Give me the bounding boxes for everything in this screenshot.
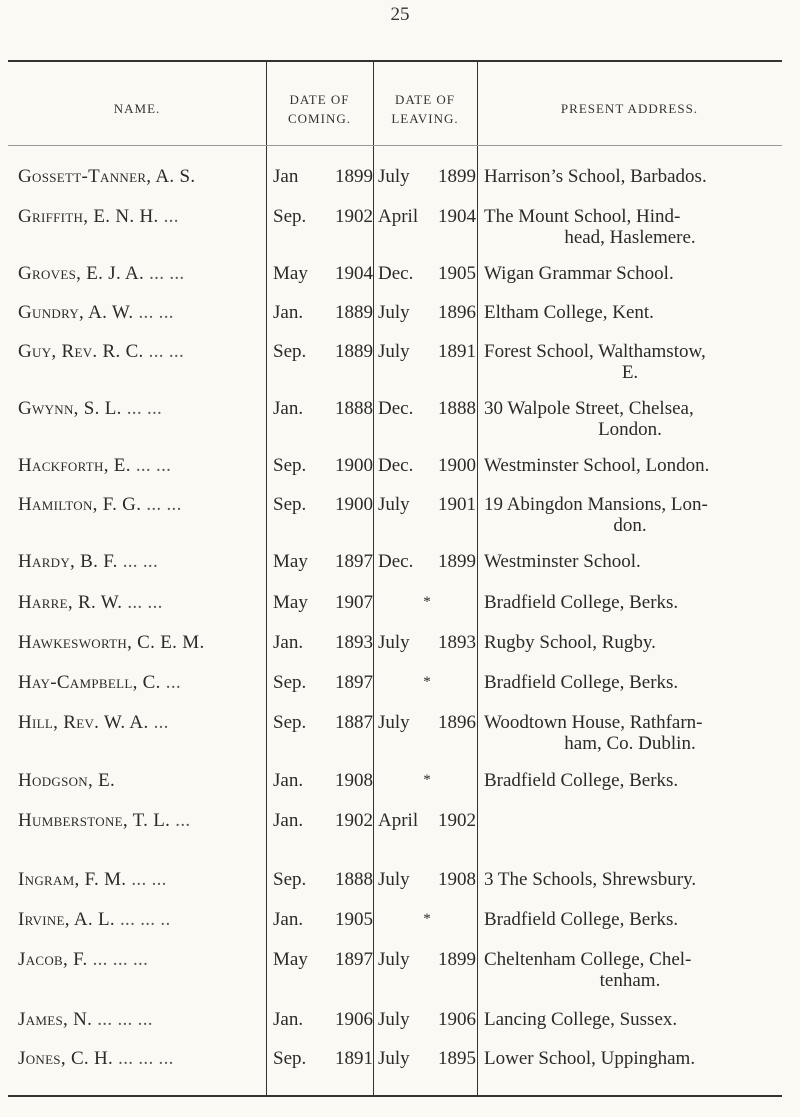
column-divider [373,60,374,1097]
entry-name-cell [18,398,264,419]
header-date-of-leaving [373,90,477,128]
page-number: 25 [390,4,410,25]
leaving-year: 1899 [438,166,476,187]
leader-dots: ... [163,206,179,227]
present-address [484,341,776,383]
entry-name: Hawkesworth, C. E. M. [18,632,205,653]
leaving-year: 1901 [438,494,476,515]
present-address [484,494,776,536]
coming-month: Jan. [273,810,304,831]
entry-name-cell [18,166,264,187]
coming-year: 1897 [335,949,373,970]
coming-month: Sep. [273,712,307,733]
leader-dots: ... ... [122,551,159,572]
address-line-2: London. [598,419,662,440]
present-address [484,770,776,791]
leaving-month: Dec. [378,263,414,284]
leaving-month: July [378,494,410,515]
coming-year: 1902 [335,206,373,227]
entry-name: Hay-Campbell, C. [18,672,161,693]
coming-month: Sep. [273,494,307,515]
leaving-year: 1899 [438,949,476,970]
entry-name-cell [18,909,264,930]
header-coming-line1: DATE OF [289,92,350,107]
entry-name: Harre, R. W. [18,592,123,613]
leaving-year: 1899 [438,551,476,572]
leader-dots: ... ... [138,302,174,323]
coming-year: 1905 [335,909,373,930]
present-address [484,166,776,187]
header-date-of-coming [266,90,373,128]
address-line-2: E. [621,362,639,383]
entry-name: Hill, Rev. W. A. [18,712,149,733]
leaving-month: July [378,632,410,653]
coming-year: 1908 [335,770,373,791]
address-line-1: Harrison’s School, Barbados. [484,166,707,187]
coming-month: May [273,263,308,284]
leaving-year: 1904 [438,206,476,227]
entry-name-cell [18,341,264,362]
header-rule [8,145,782,146]
leader-dots: ... ... [148,341,185,362]
coming-year: 1906 [335,1009,373,1030]
coming-year: 1902 [335,810,373,831]
address-line-1: Woodtown House, Rathfarn- [484,712,703,733]
leaving-month: July [378,166,410,187]
entry-name-cell [18,672,264,693]
coming-year: 1897 [335,551,373,572]
address-line-1: Lancing College, Sussex. [484,1009,678,1030]
leaving-month: April [378,206,419,227]
coming-year: 1889 [335,341,373,362]
entry-name: Groves, E. J. A. [18,263,145,284]
entry-name: Hodgson, E. [18,770,116,791]
coming-month: Jan. [273,909,304,930]
leaving-month: July [378,869,410,890]
leaving-asterisk: * [423,772,431,788]
address-line-1: 3 The Schools, Shrewsbury. [484,869,697,890]
header-coming-line2: COMING. [288,111,351,126]
leaving-asterisk: * [423,911,431,927]
address-line-1: The Mount School, Hind- [484,206,681,227]
address-line-1: 19 Abingdon Mansions, Lon- [484,494,708,515]
coming-month: Sep. [273,672,307,693]
leaving-asterisk: * [423,674,431,690]
leaving-month: July [378,1009,410,1030]
coming-month: May [273,592,308,613]
coming-month: Jan. [273,1009,304,1030]
address-line-1: Lower School, Uppingham. [484,1048,696,1069]
column-divider [477,60,478,1097]
coming-year: 1893 [335,632,373,653]
address-line-2: tenham. [599,970,661,991]
entry-name-cell [18,302,264,323]
leaving-year: 1905 [438,263,476,284]
entry-name: Jacob, F. [18,949,88,970]
coming-year: 1900 [335,494,373,515]
present-address [484,206,776,248]
leaving-year: 1893 [438,632,476,653]
leader-dots: ... [165,672,181,693]
leader-dots: ... ... ... [118,1048,174,1069]
address-line-1: Westminster School, London. [484,455,710,476]
address-line-1: Bradfield College, Berks. [484,672,679,693]
entry-name: Hackforth, E. [18,455,131,476]
present-address [484,632,776,653]
entry-name: Griffith, E. N. H. [18,206,159,227]
entry-name-cell [18,712,264,733]
coming-month: Sep. [273,1048,307,1069]
address-line-1: 30 Walpole Street, Chelsea, [484,398,694,419]
leader-dots: ... ... .. [120,909,171,930]
entry-name-cell [18,263,264,284]
coming-month: Sep. [273,869,307,890]
present-address [484,712,776,754]
present-address [484,302,776,323]
leaving-month: Dec. [378,455,414,476]
leader-dots: ... ... [149,263,185,284]
coming-year: 1900 [335,455,373,476]
leader-dots: ... ... ... [97,1009,153,1030]
present-address [484,869,776,890]
present-address [484,551,776,572]
leaving-year: 1888 [438,398,476,419]
header-name: NAME. [113,101,161,116]
entry-name: Humberstone, T. L. [18,810,171,831]
entry-name-cell [18,770,264,791]
entry-name: Hardy, B. F. [18,551,118,572]
coming-year: 1891 [335,1048,373,1069]
entry-name-cell [18,632,264,653]
present-address [484,949,776,991]
leaving-year: 1896 [438,712,476,733]
coming-month: Jan. [273,770,304,791]
address-line-1: Bradfield College, Berks. [484,770,679,791]
address-line-1: Eltham College, Kent. [484,302,654,323]
coming-year: 1888 [335,398,373,419]
header-present-address: PRESENT ADDRESS. [560,101,699,116]
leaving-month: Dec. [378,398,414,419]
leaving-month: July [378,712,410,733]
address-line-1: Wigan Grammar School. [484,263,674,284]
entry-name-cell [18,869,264,890]
coming-month: Sep. [273,341,307,362]
entry-name: Gwynn, S. L. [18,398,122,419]
leaving-month: July [378,949,410,970]
header-leaving-line2: LEAVING. [391,111,459,126]
leaving-month: July [378,302,410,323]
address-line-2: don. [613,515,647,536]
present-address [484,672,776,693]
address-line-1: Rugby School, Rugby. [484,632,656,653]
entry-name: Guy, Rev. R. C. [18,341,144,362]
leader-dots: ... ... [135,455,172,476]
leaving-year: 1895 [438,1048,476,1069]
address-line-1: Forest School, Walthamstow, [484,341,706,362]
present-address [484,909,776,930]
entry-name: Jones, C. H. [18,1048,114,1069]
leaving-year: 1891 [438,341,476,362]
leader-dots: ... ... [131,869,167,890]
leaving-month: Dec. [378,551,414,572]
leader-dots: ... [175,810,191,831]
header-leaving-line1: DATE OF [394,92,456,107]
address-line-2: head, Haslemere. [564,227,696,248]
entry-name-cell [18,206,264,227]
leaving-year: 1902 [438,810,476,831]
entry-name: Gossett-Tanner, A. S. [18,166,196,187]
entry-name-cell [18,494,264,515]
present-address [484,1048,776,1069]
leader-dots: ... ... [127,592,163,613]
coming-year: 1888 [335,869,373,890]
column-divider [266,60,267,1097]
present-address [484,263,776,284]
address-line-1: Bradfield College, Berks. [484,592,679,613]
coming-year: 1887 [335,712,373,733]
entry-name: Gundry, A. W. [18,302,134,323]
coming-year: 1897 [335,672,373,693]
coming-month: Sep. [273,206,307,227]
leader-dots: ... ... ... [92,949,149,970]
coming-year: 1904 [335,263,373,284]
leaving-month: April [378,810,419,831]
leaving-month: July [378,1048,410,1069]
entry-name: Hamilton, F. G. [18,494,142,515]
entry-name-cell [18,1048,264,1069]
entry-name-cell [18,455,264,476]
coming-month: Jan. [273,302,304,323]
leader-dots: ... [153,712,169,733]
coming-year: 1899 [335,166,373,187]
entry-name-cell [18,551,264,572]
leaving-asterisk: * [423,594,431,610]
present-address [484,1009,776,1030]
leaving-year: 1896 [438,302,476,323]
coming-year: 1889 [335,302,373,323]
address-line-2: ham, Co. Dublin. [564,733,696,754]
address-line-1: Bradfield College, Berks. [484,909,679,930]
entry-name: Ingram, F. M. [18,869,127,890]
leaving-year: 1906 [438,1009,476,1030]
coming-year: 1907 [335,592,373,613]
leader-dots: ... ... [126,398,163,419]
coming-month: Jan [273,166,299,187]
coming-month: May [273,949,308,970]
entry-name: James, N. [18,1009,93,1030]
address-line-1: Westminster School. [484,551,641,572]
leaving-year: 1908 [438,869,476,890]
entry-name-cell [18,949,264,970]
entry-name-cell [18,810,264,831]
present-address [484,455,776,476]
leader-dots: ... ... [146,494,182,515]
address-line-1: Cheltenham College, Chel- [484,949,692,970]
entry-name: Irvine, A. L. [18,909,115,930]
coming-month: Sep. [273,455,307,476]
coming-month: Jan. [273,398,304,419]
present-address [484,398,776,440]
entry-name-cell [18,592,264,613]
coming-month: Jan. [273,632,304,653]
present-address [484,592,776,613]
coming-month: May [273,551,308,572]
leaving-month: July [378,341,410,362]
leaving-year: 1900 [438,455,476,476]
entry-name-cell [18,1009,264,1030]
